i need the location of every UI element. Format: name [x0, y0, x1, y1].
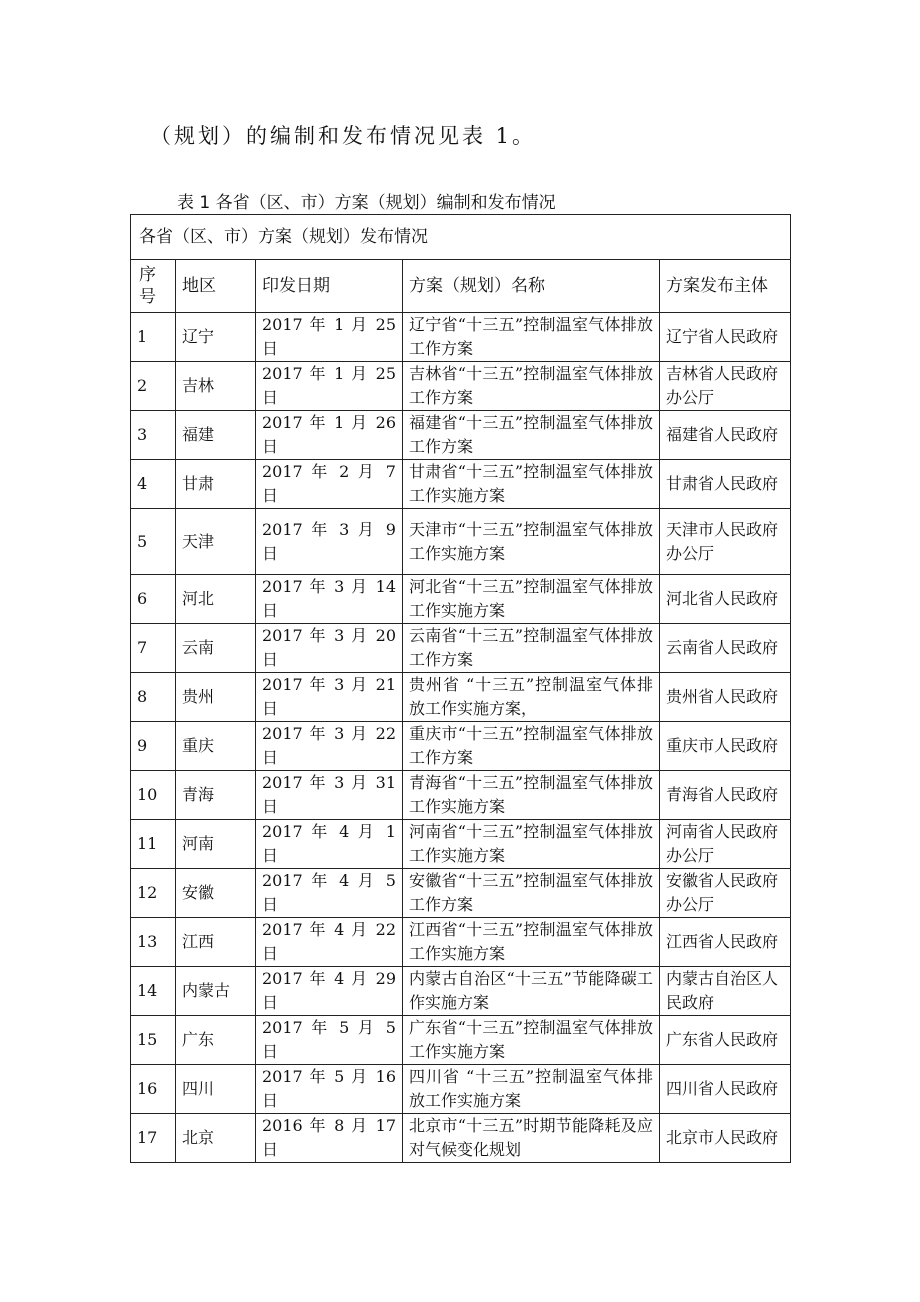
cell-date: 2017 年 2 月 7 日	[256, 460, 403, 509]
cell-seq: 11	[131, 820, 176, 869]
cell-issuer: 内蒙古自治区人民政府	[660, 967, 791, 1016]
cell-region: 青海	[176, 771, 256, 820]
table-row	[131, 967, 791, 1016]
cell-name: 天津市“十三五”控制温室气体排放工作实施方案	[403, 509, 660, 575]
cell-seq: 2	[131, 362, 176, 411]
cell-date: 2017 年 3 月 9 日	[256, 509, 403, 575]
cell-date: 2017 年 3 月 31 日	[256, 771, 403, 820]
cell-region: 天津	[176, 509, 256, 575]
cell-date: 2017 年 1 月 25 日	[256, 362, 403, 411]
column-header-issuer: 方案发布主体	[660, 260, 791, 313]
cell-seq: 15	[131, 1016, 176, 1065]
cell-issuer: 四川省人民政府	[660, 1065, 791, 1114]
cell-issuer: 吉林省人民政府办公厅	[660, 362, 791, 411]
cell-date: 2017 年 5 月 16 日	[256, 1065, 403, 1114]
cell-region: 云南	[176, 624, 256, 673]
plans-table	[130, 214, 791, 1163]
cell-seq: 6	[131, 575, 176, 624]
cell-date: 2017 年 4 月 29 日	[256, 967, 403, 1016]
cell-seq: 5	[131, 509, 176, 575]
cell-name: 安徽省“十三五”控制温室气体排放工作方案	[403, 869, 660, 918]
cell-name: 北京市“十三五”时期节能降耗及应对气候变化规划	[403, 1114, 660, 1163]
column-header-date: 印发日期	[256, 260, 403, 313]
cell-issuer: 河北省人民政府	[660, 575, 791, 624]
cell-name: 贵州省 “十三五”控制温室气体排放工作实施方案，	[403, 673, 660, 722]
column-header-name: 方案（规划）名称	[403, 260, 660, 313]
cell-issuer: 安徽省人民政府办公厅	[660, 869, 791, 918]
cell-issuer: 辽宁省人民政府	[660, 313, 791, 362]
cell-seq: 12	[131, 869, 176, 918]
column-header-region: 地区	[176, 260, 256, 313]
cell-region: 贵州	[176, 673, 256, 722]
cell-region: 广东	[176, 1016, 256, 1065]
cell-name: 吉林省“十三五”控制温室气体排放工作方案	[403, 362, 660, 411]
cell-region: 安徽	[176, 869, 256, 918]
cell-region: 河南	[176, 820, 256, 869]
cell-name: 四川省 “十三五”控制温室气体排放工作实施方案	[403, 1065, 660, 1114]
table-row	[131, 411, 791, 460]
cell-region: 福建	[176, 411, 256, 460]
table-row	[131, 820, 791, 869]
cell-region: 重庆	[176, 722, 256, 771]
cell-seq: 14	[131, 967, 176, 1016]
cell-date: 2017 年 4 月 22 日	[256, 918, 403, 967]
table-row	[131, 575, 791, 624]
cell-seq: 7	[131, 624, 176, 673]
cell-name: 河北省“十三五”控制温室气体排放工作实施方案	[403, 575, 660, 624]
table-row	[131, 869, 791, 918]
cell-date: 2017 年 3 月 20 日	[256, 624, 403, 673]
section-header: 各省（区、市）方案（规划）发布情况	[131, 215, 791, 260]
intro-paragraph: （规划）的编制和发布情况见表 1。	[150, 124, 537, 148]
cell-region: 江西	[176, 918, 256, 967]
column-header-seq: 序号	[131, 260, 176, 313]
cell-date: 2017 年 4 月 1 日	[256, 820, 403, 869]
cell-name: 福建省“十三五”控制温室气体排放工作方案	[403, 411, 660, 460]
cell-seq: 1	[131, 313, 176, 362]
table-row	[131, 362, 791, 411]
cell-region: 内蒙古	[176, 967, 256, 1016]
cell-name: 云南省“十三五”控制温室气体排放工作方案	[403, 624, 660, 673]
table-row	[131, 918, 791, 967]
cell-name: 江西省“十三五”控制温室气体排放工作实施方案	[403, 918, 660, 967]
cell-name: 青海省“十三五”控制温室气体排放工作实施方案	[403, 771, 660, 820]
cell-name: 河南省“十三五”控制温室气体排放工作实施方案	[403, 820, 660, 869]
cell-issuer: 广东省人民政府	[660, 1016, 791, 1065]
cell-seq: 10	[131, 771, 176, 820]
cell-issuer: 云南省人民政府	[660, 624, 791, 673]
cell-date: 2017 年 4 月 5 日	[256, 869, 403, 918]
cell-region: 吉林	[176, 362, 256, 411]
table-row	[131, 771, 791, 820]
cell-date: 2017 年 1 月 26 日	[256, 411, 403, 460]
cell-seq: 16	[131, 1065, 176, 1114]
table-row	[131, 460, 791, 509]
table-row	[131, 722, 791, 771]
cell-date: 2017 年 5 月 5 日	[256, 1016, 403, 1065]
cell-name: 甘肃省“十三五”控制温室气体排放工作实施方案	[403, 460, 660, 509]
cell-region: 四川	[176, 1065, 256, 1114]
cell-issuer: 重庆市人民政府	[660, 722, 791, 771]
cell-date: 2017 年 3 月 14 日	[256, 575, 403, 624]
cell-region: 北京	[176, 1114, 256, 1163]
cell-issuer: 江西省人民政府	[660, 918, 791, 967]
table-row	[131, 1065, 791, 1114]
cell-name: 内蒙古自治区“十三五”节能降碳工作实施方案	[403, 967, 660, 1016]
table-row	[131, 313, 791, 362]
cell-issuer: 河南省人民政府办公厅	[660, 820, 791, 869]
cell-seq: 8	[131, 673, 176, 722]
cell-date: 2017 年 3 月 21 日	[256, 673, 403, 722]
cell-issuer: 青海省人民政府	[660, 771, 791, 820]
cell-issuer: 福建省人民政府	[660, 411, 791, 460]
cell-date: 2017 年 3 月 22 日	[256, 722, 403, 771]
table-header-row	[131, 260, 791, 313]
cell-region: 甘肃	[176, 460, 256, 509]
table-row	[131, 673, 791, 722]
table-row	[131, 509, 791, 575]
cell-issuer: 贵州省人民政府	[660, 673, 791, 722]
table-row	[131, 624, 791, 673]
cell-region: 辽宁	[176, 313, 256, 362]
table-row	[131, 1016, 791, 1065]
cell-date: 2017 年 1 月 25 日	[256, 313, 403, 362]
table-row	[131, 1114, 791, 1163]
cell-date: 2016 年 8 月 17 日	[256, 1114, 403, 1163]
table-caption: 表 1 各省（区、市）方案（规划）编制和发布情况	[177, 193, 556, 213]
cell-seq: 17	[131, 1114, 176, 1163]
cell-seq: 4	[131, 460, 176, 509]
cell-issuer: 北京市人民政府	[660, 1114, 791, 1163]
cell-seq: 13	[131, 918, 176, 967]
cell-issuer: 天津市人民政府办公厅	[660, 509, 791, 575]
cell-seq: 9	[131, 722, 176, 771]
cell-name: 重庆市“十三五”控制温室气体排放工作方案	[403, 722, 660, 771]
cell-seq: 3	[131, 411, 176, 460]
table-section-header-row	[131, 215, 791, 260]
cell-issuer: 甘肃省人民政府	[660, 460, 791, 509]
cell-name: 广东省“十三五”控制温室气体排放工作实施方案	[403, 1016, 660, 1065]
cell-region: 河北	[176, 575, 256, 624]
cell-name: 辽宁省“十三五”控制温室气体排放工作方案	[403, 313, 660, 362]
